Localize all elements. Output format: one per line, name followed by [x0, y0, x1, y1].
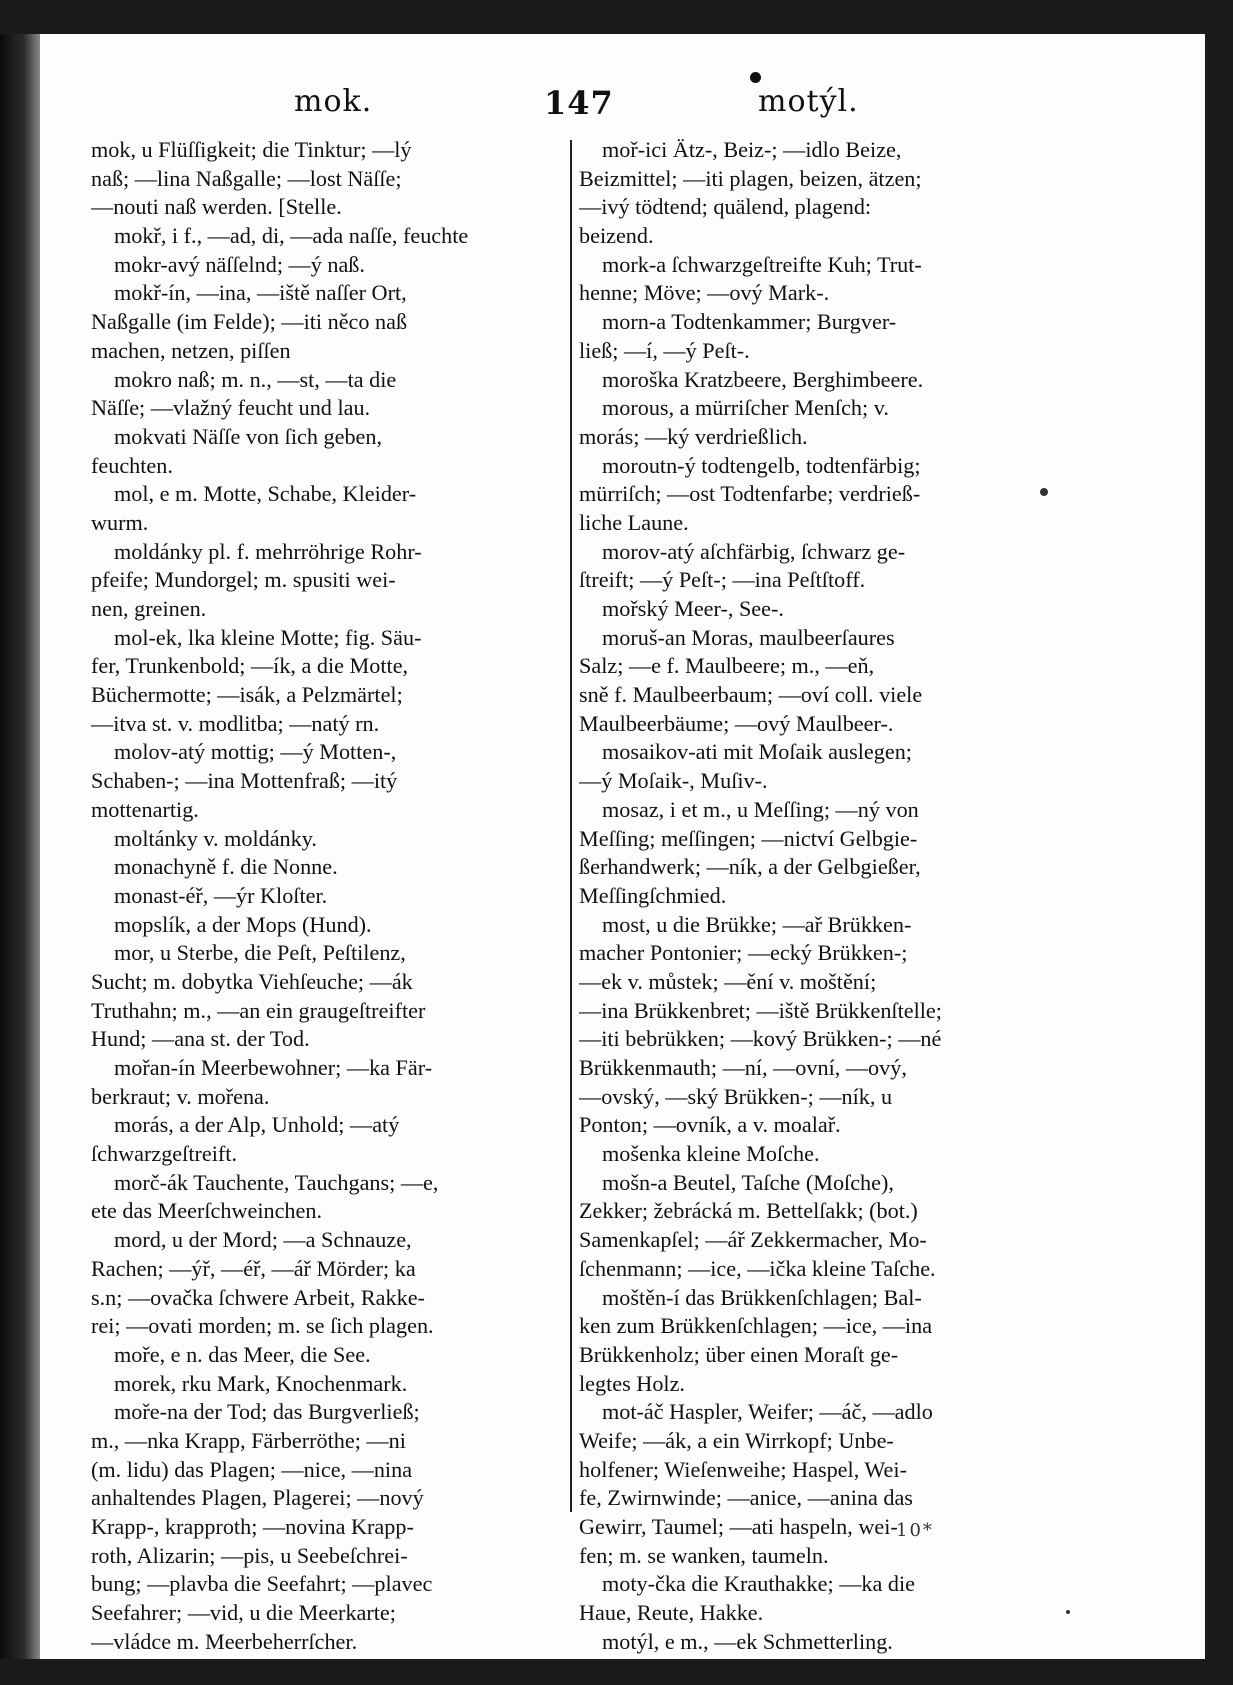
- dictionary-continuation-line: Schaben-; —ina Mottenfraß; —itý: [91, 768, 398, 794]
- left-headword: mok.: [294, 84, 373, 119]
- dictionary-continuation-line: ließ; —í, —ý Peſt-.: [579, 337, 750, 363]
- dictionary-continuation-line: Sucht; m. dobytka Viehſeuche; —ák: [91, 968, 413, 994]
- dictionary-continuation-line: mok, u Flüſſigkeit; die Tinktur; —lý: [91, 137, 412, 162]
- dictionary-entry-line: moře-na der Tod; das Burgverließ;: [114, 1399, 420, 1425]
- dictionary-continuation-line: ken zum Brükkenſchlagen; —ice, —ina: [579, 1313, 933, 1339]
- column-divider: [570, 140, 572, 1512]
- dictionary-continuation-line: ſchenmann; —ice, —ička kleine Taſche.: [579, 1255, 936, 1281]
- dictionary-continuation-line: Ponton; —ovník, a v. moalař.: [579, 1112, 841, 1138]
- dictionary-entry-line: mokř-ín, —ina, —iště naſſer Ort,: [114, 280, 407, 306]
- dictionary-continuation-line: naß; —lina Naßgalle; —lost Näſſe;: [91, 165, 402, 191]
- dictionary-continuation-line: Zekker; žebrácká m. Bettelſakk; (bot.): [579, 1198, 918, 1224]
- dictionary-continuation-line: —ivý tödtend; quälend, plagend:: [579, 194, 872, 220]
- dictionary-continuation-line: henne; Möve; —ový Mark-.: [579, 280, 830, 306]
- dictionary-continuation-line: Brükkenmauth; —ní, —ovní, —ový,: [579, 1055, 907, 1080]
- dictionary-continuation-line: roth, Alizarin; —pis, u Seebeſchrei-: [91, 1542, 408, 1568]
- dictionary-continuation-line: berkraut; v. mořena.: [91, 1083, 270, 1109]
- dictionary-continuation-line: fen; m. se wanken, taumeln.: [579, 1542, 829, 1568]
- dictionary-continuation-line: morás; —ký verdrießlich.: [579, 423, 808, 449]
- dictionary-continuation-line: —ý Moſaik-, Muſiv-.: [579, 768, 768, 794]
- dictionary-continuation-line: feuchten.: [91, 452, 173, 478]
- dictionary-continuation-line: legtes Holz.: [579, 1370, 685, 1396]
- dictionary-continuation-line: Meſſingſchmied.: [579, 882, 727, 908]
- dictionary-continuation-line: —ek v. můstek; —ění v. moštění;: [579, 968, 877, 994]
- dictionary-continuation-line: bung; —plavba die Seefahrt; —plavec: [91, 1571, 433, 1597]
- dictionary-entry-line: moty-čka die Krauthakke; —ka die: [602, 1571, 915, 1597]
- dictionary-entry-line: mosaikov-ati mit Moſaik auslegen;: [602, 739, 912, 765]
- dictionary-entry-line: morás, a der Alp, Unhold; —atý: [114, 1112, 400, 1138]
- dictionary-continuation-line: —iti bebrükken; —kový Brükken-; —né: [579, 1026, 942, 1052]
- dictionary-continuation-line: —vládce m. Meerbeherrſcher.: [91, 1628, 358, 1654]
- dictionary-entry-line: mot-áč Haspler, Weifer; —áč, —adlo: [602, 1399, 933, 1425]
- dictionary-entry-line: morov-atý aſchfärbig, ſchwarz ge-: [602, 538, 906, 564]
- ink-speck: [1040, 488, 1048, 496]
- dictionary-continuation-line: wurm.: [91, 509, 149, 535]
- dictionary-continuation-line: rei; —ovati morden; m. se ſich plagen.: [91, 1313, 434, 1339]
- dictionary-entry-line: monachyně f. die Nonne.: [114, 854, 338, 880]
- dictionary-continuation-line: fe, Zwirnwinde; —anice, —anina das: [579, 1485, 913, 1511]
- dictionary-entry-line: moroutn-ý todtengelb, todtenfärbig;: [602, 452, 921, 478]
- dictionary-continuation-line: Beizmittel; —iti plagen, beizen, ätzen;: [579, 165, 922, 191]
- book-spine-shadow: [0, 34, 40, 1659]
- dictionary-continuation-line: —ovský, —ský Brükken-; —ník, u: [579, 1083, 893, 1109]
- dictionary-continuation-line: mottenartig.: [91, 796, 199, 822]
- dictionary-continuation-line: mürriſch; —ost Todtenfarbe; verdrieß-: [579, 481, 921, 507]
- dictionary-continuation-line: Näſſe; —vlažný feucht und lau.: [91, 395, 371, 421]
- dictionary-continuation-line: fer, Trunkenbold; —ík, a die Motte,: [91, 653, 409, 679]
- dictionary-continuation-line: Gewirr, Taumel; —ati haspeln, wei-: [579, 1514, 898, 1539]
- dictionary-entry-line: molov-atý mottig; —ý Motten-,: [114, 739, 397, 765]
- dictionary-continuation-line: Truthahn; m., —an ein graugeſtreifter: [91, 997, 426, 1023]
- dictionary-entry-line: mokvati Näſſe von ſich geben,: [114, 423, 383, 449]
- ink-speck: [1066, 1610, 1070, 1614]
- dictionary-continuation-line: Brükkenholz; über einen Moraſt ge-: [579, 1341, 899, 1367]
- dictionary-continuation-line: ſtreift; —ý Peſt-; —ina Peſtſtoff.: [579, 567, 866, 593]
- dictionary-entry-line: mol-ek, lka kleine Motte; fig. Säu-: [114, 624, 422, 650]
- dictionary-entry-line: mokro naß; m. n., —st, —ta die: [114, 366, 397, 392]
- dictionary-continuation-line: —itva st. v. modlitba; —natý rn.: [91, 710, 380, 736]
- dictionary-entry-line: mord, u der Mord; —a Schnauze,: [114, 1227, 412, 1253]
- dictionary-continuation-line: Seefahrer; —vid, u die Meerkarte;: [91, 1600, 396, 1626]
- dictionary-entry-line: moldánky pl. f. mehrröhrige Rohr-: [114, 538, 422, 564]
- dictionary-entry-line: mošn-a Beutel, Taſche (Moſche),: [602, 1169, 894, 1195]
- dictionary-continuation-line: nen, greinen.: [91, 596, 207, 621]
- dictionary-continuation-line: holfener; Wieſenweihe; Haspel, Wei-: [579, 1456, 907, 1482]
- dictionary-continuation-line: Haue, Reute, Hakke.: [579, 1600, 764, 1626]
- dictionary-continuation-line: ßerhandwerk; —ník, a der Gelbgießer,: [579, 854, 921, 880]
- dictionary-continuation-line: Büchermotte; —isák, a Pelzmärtel;: [91, 682, 403, 708]
- dictionary-continuation-line: m., —nka Krapp, Färberröthe; —ni: [91, 1427, 406, 1453]
- dictionary-continuation-line: Meſſing; meſſingen; —nictví Gelbgie-: [579, 825, 918, 851]
- dictionary-entry-line: mor, u Sterbe, die Peſt, Peſtilenz,: [114, 940, 406, 966]
- dictionary-entry-line: mork-a ſchwarzgeſtreifte Kuh; Trut-: [602, 251, 922, 277]
- page-header: [80, 84, 1160, 124]
- dictionary-entry-line: moře, e n. das Meer, die See.: [114, 1341, 371, 1367]
- dictionary-entry-line: monast-éř, —ýr Kloſter.: [114, 882, 328, 908]
- dictionary-entry-line: morek, rku Mark, Knochenmark.: [114, 1370, 408, 1396]
- dictionary-continuation-line: Samenkapſel; —ář Zekkermacher, Mo-: [579, 1227, 927, 1253]
- dictionary-entry-line: mosaz, i et m., u Meſſing; —ný von: [602, 796, 919, 822]
- dictionary-entry-line: most, u die Brükke; —ař Brükken-: [602, 911, 912, 937]
- dictionary-entry-line: moř-ici Ätz-, Beiz-; —idlo Beize,: [602, 137, 902, 162]
- ink-dot: [750, 72, 761, 83]
- dictionary-continuation-line: ſchwarzgeſtreift.: [91, 1141, 237, 1167]
- dictionary-entry-line: mokr-avý näſſelnd; —ý naß.: [114, 251, 365, 277]
- dictionary-continuation-line: sně f. Maulbeerbaum; —oví coll. viele: [579, 682, 923, 708]
- dictionary-continuation-line: machen, netzen, piſſen: [91, 337, 291, 363]
- dictionary-entry-line: mopslík, a der Mops (Hund).: [114, 911, 372, 937]
- right-column: [579, 136, 1051, 1656]
- dictionary-continuation-line: beizend.: [579, 223, 654, 249]
- dictionary-entry-line: moruš-an Moras, maulbeerſaures: [602, 624, 895, 650]
- signature-mark: 10*: [896, 1520, 934, 1541]
- dictionary-continuation-line: Hund; —ana st. der Tod.: [91, 1026, 310, 1052]
- dictionary-continuation-line: s.n; —ovačka ſchwere Arbeit, Rakke-: [91, 1284, 425, 1310]
- dictionary-continuation-line: Krapp-, krapproth; —novina Krapp-: [91, 1514, 414, 1539]
- dictionary-continuation-line: ete das Meerſchweinchen.: [91, 1198, 323, 1224]
- dictionary-continuation-line: —ina Brükkenbret; —iště Brükkenſtelle;: [579, 997, 942, 1023]
- dictionary-continuation-line: Rachen; —ýř, —éř, —ář Mörder; ka: [91, 1255, 416, 1281]
- dictionary-entry-line: mokř, i f., —ad, di, —ada naſſe, feuchte: [114, 223, 469, 249]
- dictionary-entry-line: mořský Meer-, See-.: [602, 596, 784, 621]
- dictionary-entry-line: morn-a Todtenkammer; Burgver-: [602, 309, 897, 335]
- dictionary-entry-line: mořan-ín Meerbewohner; —ka Fär-: [114, 1055, 433, 1080]
- dictionary-continuation-line: Salz; —e f. Maulbeere; m., —eň,: [579, 653, 875, 679]
- dictionary-continuation-line: Weife; —ák, a ein Wirrkopf; Unbe-: [579, 1427, 894, 1453]
- dictionary-entry-line: moroška Kratzbeere, Berghimbeere.: [602, 366, 924, 392]
- dictionary-continuation-line: Naßgalle (im Felde); —iti něco naß: [91, 309, 408, 335]
- dictionary-entry-line: mol, e m. Motte, Schabe, Kleider-: [114, 481, 417, 507]
- page-number: 147: [544, 84, 614, 122]
- dictionary-continuation-line: macher Pontonier; —ecký Brükken-;: [579, 940, 908, 966]
- right-headword: motýl.: [758, 84, 859, 119]
- dictionary-entry-line: moštěn-í das Brükkenſchlagen; Bal-: [602, 1284, 922, 1310]
- dictionary-continuation-line: Maulbeerbäume; —ový Maulbeer-.: [579, 710, 894, 736]
- dictionary-continuation-line: liche Laune.: [579, 509, 689, 535]
- dictionary-continuation-line: anhaltendes Plagen, Plagerei; —nový: [91, 1485, 424, 1511]
- dictionary-entry-line: morč-ák Tauchente, Tauchgans; —e,: [114, 1169, 439, 1195]
- dictionary-entry-line: moltánky v. moldánky.: [114, 825, 317, 851]
- dictionary-continuation-line: (m. lidu) das Plagen; —nice, —nina: [91, 1456, 413, 1482]
- dictionary-continuation-line: pfeife; Mundorgel; m. spusiti wei-: [91, 567, 396, 593]
- dictionary-entry-line: mošenka kleine Moſche.: [602, 1141, 820, 1167]
- dictionary-entry-line: morous, a mürriſcher Menſch; v.: [602, 395, 889, 421]
- left-column: [91, 136, 563, 1656]
- dictionary-continuation-line: —nouti naß werden. [Stelle.: [91, 194, 342, 220]
- dictionary-entry-line: motýl, e m., —ek Schmetterling.: [602, 1628, 893, 1654]
